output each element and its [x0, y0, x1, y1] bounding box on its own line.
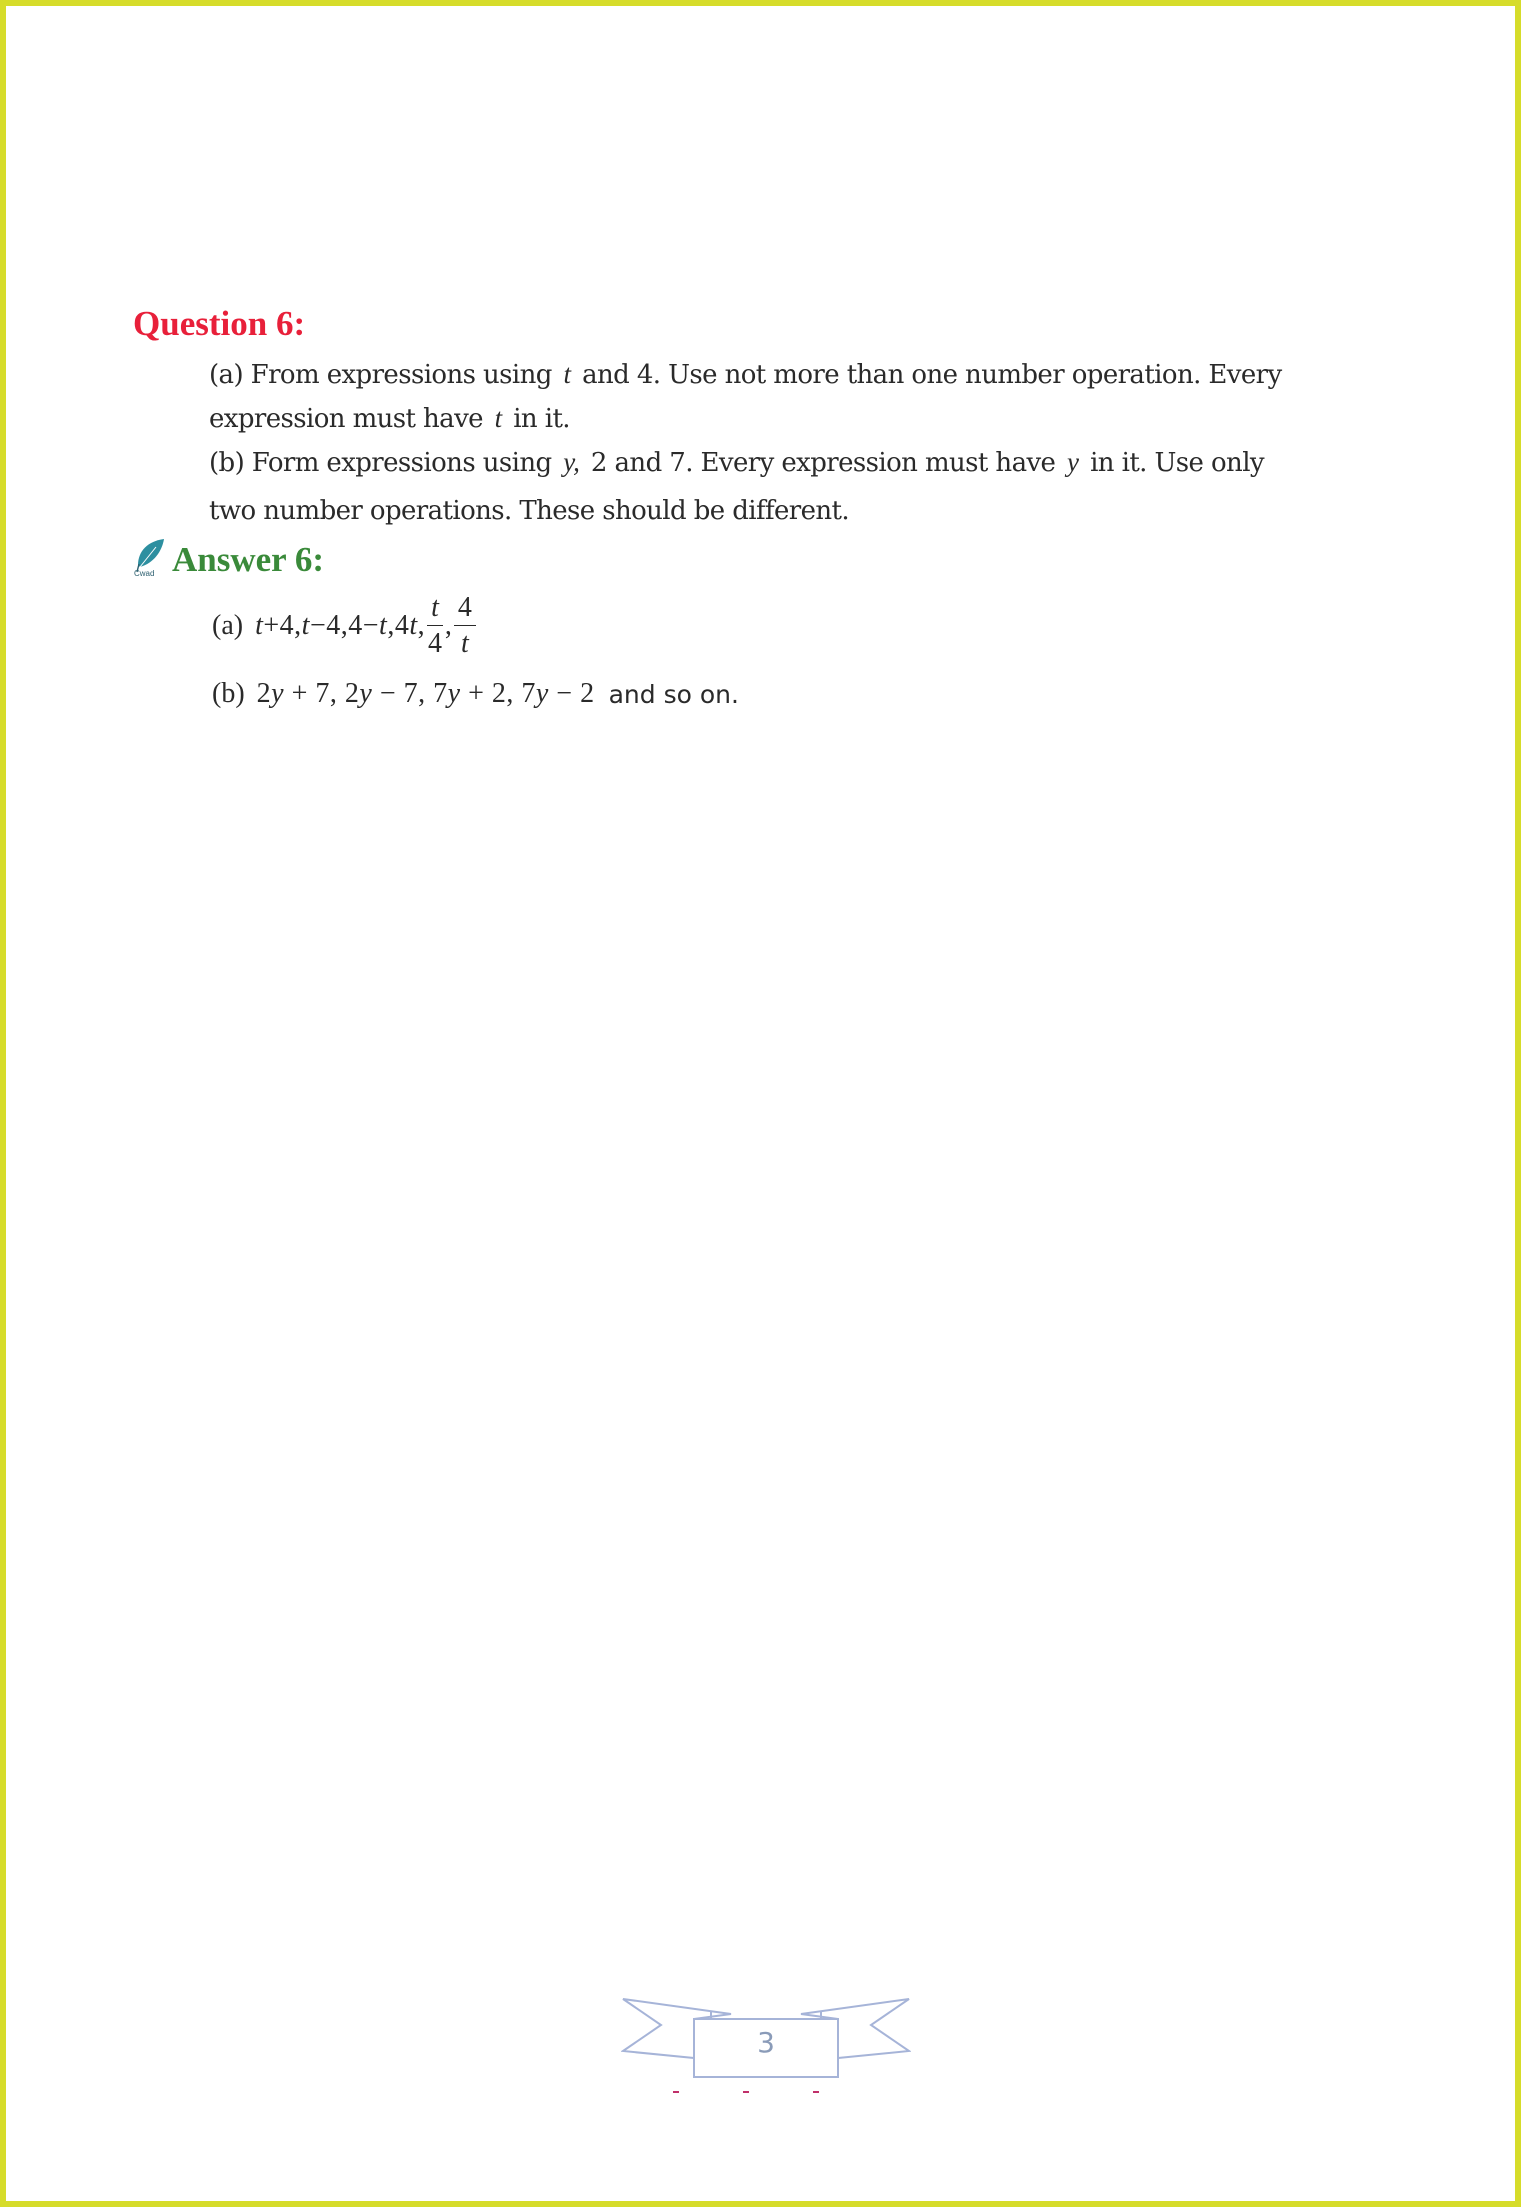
fraction-4-over-t	[454, 594, 476, 658]
text: −4,4−	[309, 610, 380, 641]
text: in it.	[513, 404, 570, 434]
logo-caption: Cwad	[134, 569, 155, 577]
numerator: 4	[454, 594, 476, 626]
answer-part-a-expression	[255, 612, 425, 640]
text: − 2	[548, 678, 595, 709]
feather-logo-icon	[132, 537, 168, 577]
answer-part-a-label: (a)	[212, 610, 244, 641]
numerator: t	[427, 594, 443, 626]
answer-part-b-expression	[257, 680, 595, 708]
question-part-b-line-2: two number operations. These should be different.	[209, 496, 850, 526]
text: (b) Form expressions using	[209, 448, 552, 478]
question-part-a-line-2	[209, 405, 570, 432]
variable-t: t	[494, 403, 502, 433]
text: − 7, 7	[372, 678, 448, 709]
text: ,	[417, 610, 426, 641]
text: in it. Use only	[1090, 448, 1265, 478]
comma: ,	[444, 610, 452, 641]
tail-text: and so on.	[608, 679, 739, 709]
variable-y: y,	[563, 447, 580, 477]
var: t	[379, 610, 388, 641]
question-part-a-line-1	[209, 361, 1282, 388]
answer-part-a	[212, 594, 478, 658]
text: 2 and 7. Every expression must have	[590, 448, 1056, 478]
variable-t: t	[563, 359, 571, 389]
var: y	[271, 678, 285, 709]
text: +4,	[263, 610, 302, 641]
text: + 2, 7	[460, 678, 536, 709]
fraction-t-over-4	[427, 594, 443, 658]
var: t	[409, 610, 418, 641]
question-part-b-line-1	[209, 449, 1264, 476]
text: (a) From expressions using	[209, 360, 552, 390]
question-heading: Question 6:	[133, 304, 306, 343]
denominator: t	[460, 628, 469, 659]
answer-heading: Answer 6:	[172, 540, 324, 579]
text: + 7, 2	[284, 678, 360, 709]
variable-y: y	[1067, 447, 1079, 477]
var: y	[535, 678, 549, 709]
denominator: 4	[427, 628, 442, 659]
var: t	[301, 610, 310, 641]
var: y	[447, 678, 461, 709]
text: and 4. Use not more than one number operation. Every	[582, 360, 1282, 390]
text: 2	[256, 678, 272, 709]
answer-part-b	[212, 680, 739, 708]
text: expression must have	[209, 404, 483, 434]
var: t	[255, 610, 264, 641]
page-number: 3	[757, 2026, 775, 2059]
answer-part-b-label: (b)	[212, 678, 245, 709]
text: ,4	[387, 610, 410, 641]
var: y	[359, 678, 373, 709]
